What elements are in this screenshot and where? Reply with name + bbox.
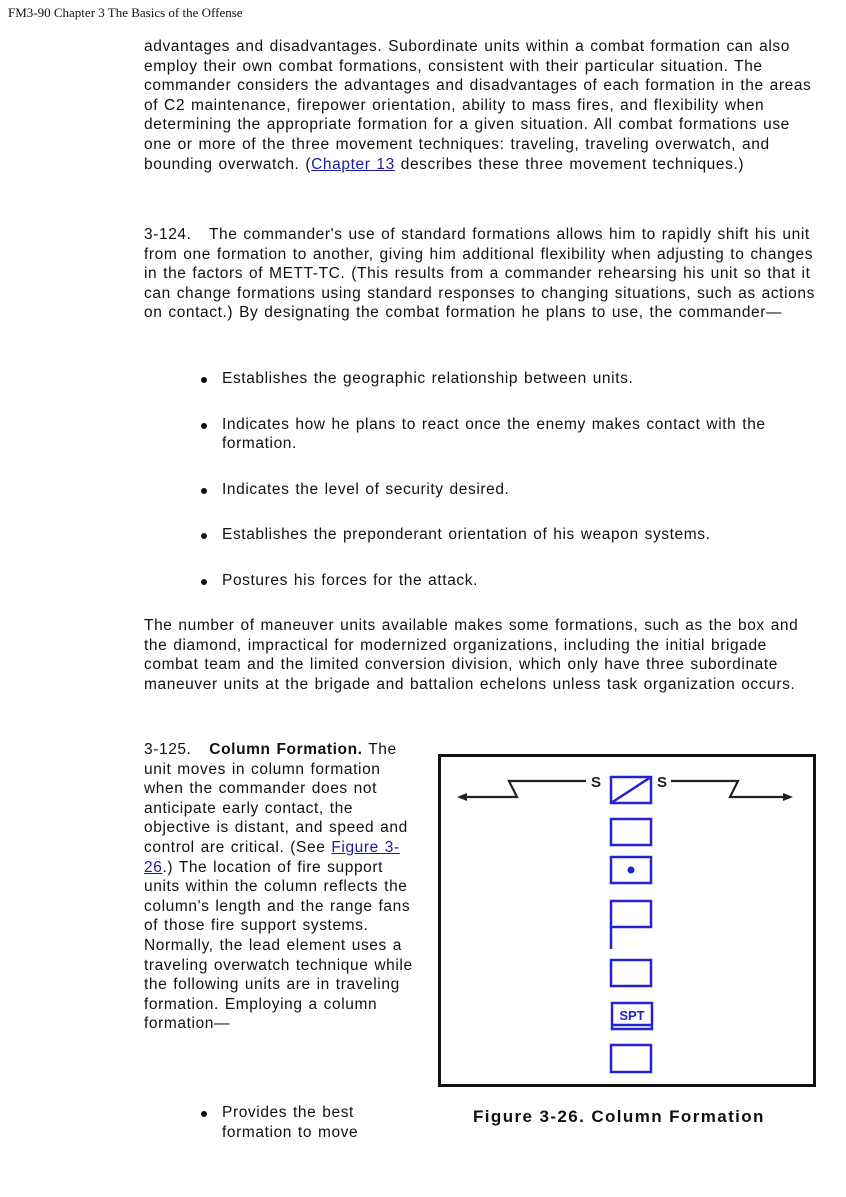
unit-icon <box>611 960 651 986</box>
section-title: Column Formation. <box>209 741 363 758</box>
spt-label: SPT <box>619 1008 645 1023</box>
para4-text: The unit moves in column formation when the commander does not anticipate early contact, the objective is distant, and speed and control are critical. (See <box>144 741 408 856</box>
screen-label-left: S <box>591 774 602 791</box>
page-header: FM3-90 Chapter 3 The Basics of the Offense <box>8 5 243 20</box>
list-item: Establishes the geographic relationship between units. <box>198 369 808 389</box>
unit-icon <box>611 1045 651 1072</box>
list-item: Postures his forces for the attack. <box>198 571 808 591</box>
list-item: Provides the best formation to move <box>198 1103 398 1142</box>
para-number: 3-125. <box>144 741 192 758</box>
paragraph-continuation <box>144 37 816 174</box>
unit-icon <box>611 819 651 845</box>
paragraph-3-124: 3-124. The commander's use of standard formations allows him to rapidly shift his unit from one formation to another, giving him additional flexibility when adjusting to changes in the factors of METT-TC. (This results from a commander rehearsing his unit so that it can change formations using standard responses to changing situations, such as actions on contact.) By designating the combat formation he plans to use, the commander— <box>144 226 821 322</box>
list-item: Indicates how he plans to react once the enemy makes contact with the formation. <box>198 415 808 454</box>
right-screen-arrow-icon <box>671 781 793 801</box>
para1-text: advantages and disadvantages. Subordinate units within a combat formation can also employ their own combat formations, consistent with their particular situation. The commander considers the advantages and disadvantages of each formation in the areas of C2 maintenance, firepower orientation, ability to mass fires, and flexibility when determining the appropriate formation for a given situation. All combat formations use one or more of the three movement techniques: traveling, traveling overwatch, and bounding overwatch. ( <box>144 38 812 173</box>
commander-bullet-list <box>198 369 808 617</box>
flag-unit-icon <box>611 901 651 949</box>
paragraph-maneuver-units: The number of maneuver units available makes some formations, such as the box and the diamond, impractical for modernized organizations, including the initial brigade combat team and the limited conversion division, which only have three subordinate maneuver units at the brigade and battalion echelons unless task organization occurs. <box>144 617 799 693</box>
column-formation-diagram <box>441 757 813 1084</box>
list-item: Indicates the level of security desired. <box>198 480 808 500</box>
cavalry-unit-icon <box>611 777 651 803</box>
para1-text-after: describes these three movement techniques.) <box>394 155 745 173</box>
unit-with-dot-icon <box>611 857 651 883</box>
column-bullet-list <box>198 1103 398 1142</box>
chapter-13-link[interactable]: Chapter 13 <box>311 155 395 173</box>
figure-caption: Figure 3-26. Column Formation <box>473 1107 765 1126</box>
left-screen-arrow-icon <box>457 781 586 801</box>
screen-label-right: S <box>657 774 668 791</box>
figure-3-26-link[interactable]: Figure 3-26 <box>144 838 400 876</box>
list-item: Establishes the preponderant orientation of his weapon systems. <box>198 525 808 545</box>
figure-column-formation <box>438 754 816 1087</box>
para4-text-after: .) The location of fire support units within the column reflects the column's length and the range fans of those fire support systems. Normally, the lead element uses a traveling overwatch technique while the following units are in traveling formation. Employing a column formation— <box>144 858 413 1033</box>
paragraph-3-125 <box>144 740 416 1034</box>
